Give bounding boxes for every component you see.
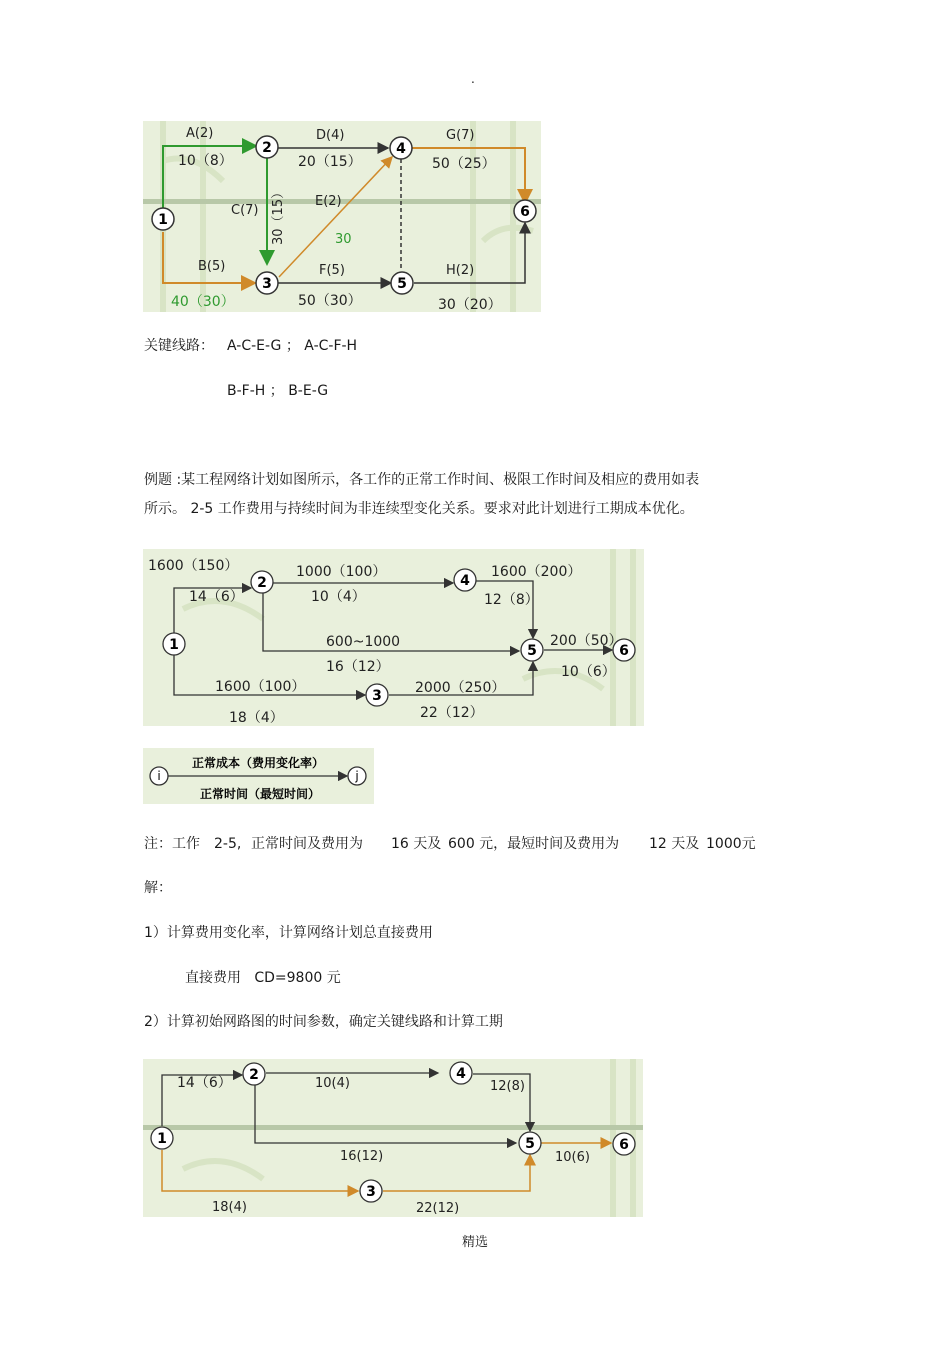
label-2-5-time: 16（12） <box>326 659 390 675</box>
svg-text:j: j <box>355 769 359 783</box>
svg-text:2: 2 <box>262 140 272 156</box>
label-G-value: 50（25） <box>432 156 496 172</box>
legend-bottom-label: 正常时间（最短时间） <box>199 787 321 801</box>
node-2 <box>256 136 278 158</box>
network-diagram-1-svg <box>143 121 541 312</box>
network-diagram-2 <box>143 549 644 726</box>
network-diagram-1 <box>143 121 541 312</box>
label-2-5: 16(12) <box>340 1149 384 1164</box>
label-1-2: 14（6） <box>177 1075 232 1091</box>
svg-text:6: 6 <box>619 1137 629 1153</box>
label-1-2-cost: 1600（150） <box>148 558 239 574</box>
label-1-3: 18(4) <box>212 1200 247 1215</box>
node-5 <box>519 1132 541 1154</box>
svg-text:3: 3 <box>262 276 272 292</box>
node-6 <box>613 1133 635 1155</box>
svg-text:4: 4 <box>456 1066 466 1082</box>
label-G-name: G(7) <box>446 128 475 143</box>
example-line1: 例题 :某工程网络计划如图所示，各工作的正常工作时间、极限工作时间及相应的费用如表 <box>144 472 700 488</box>
label-1-2-time: 14（6） <box>189 589 244 605</box>
label-5-6: 10(6) <box>555 1150 590 1165</box>
label-2-4-time: 10（4） <box>311 589 366 605</box>
note-normal: 正常时间及费用为 <box>251 836 363 852</box>
label-3-5-time: 22（12） <box>420 705 484 721</box>
critical-paths-line2: B-F-H ； B-E-G <box>227 383 329 399</box>
svg-text:6: 6 <box>619 643 629 659</box>
label-E-value: 30 <box>335 232 352 247</box>
label-2-5-cost: 600~1000 <box>326 634 401 650</box>
label-4-5-cost: 1600（200） <box>491 564 582 580</box>
node-4 <box>450 1062 472 1084</box>
node-1 <box>151 1127 173 1149</box>
label-3-5: 22(12) <box>416 1201 460 1216</box>
node-2 <box>243 1063 265 1085</box>
label-C-name: C(7) <box>231 203 259 218</box>
legend-node-j <box>348 767 366 785</box>
node-2 <box>251 571 273 593</box>
svg-text:5: 5 <box>525 1136 535 1152</box>
critical-paths-line1: A-C-E-G ； A-C-F-H <box>227 338 358 354</box>
label-A-value: 10（8） <box>178 153 233 169</box>
label-F-value: 50（30） <box>298 293 362 309</box>
node-3 <box>366 684 388 706</box>
label-4-5-time: 12（8） <box>484 592 539 608</box>
node-6 <box>514 200 536 222</box>
node-3 <box>256 272 278 294</box>
label-F-name: F(5) <box>319 263 345 278</box>
svg-text:2: 2 <box>257 575 267 591</box>
svg-text:2: 2 <box>249 1067 259 1083</box>
label-1-3-time: 18（4） <box>229 710 284 726</box>
node-3 <box>360 1180 382 1202</box>
example-line2: 所示。 2-5 工作费用与持续时间为非连续型变化关系。要求对此计划进行工期成本优化。 <box>144 501 694 517</box>
label-D-value: 20（15） <box>298 154 362 170</box>
label-B-name: B(5) <box>198 259 226 274</box>
label-3-5-cost: 2000（250） <box>415 680 506 696</box>
label-B-value: 40（30） <box>171 294 235 310</box>
svg-text:1: 1 <box>169 637 179 653</box>
node-4 <box>454 569 476 591</box>
solution-step2: 2）计算初始网路图的时间参数，确定关键线路和计算工期 <box>144 1014 503 1030</box>
legend-diagram <box>143 748 374 804</box>
page-footer: 精选 <box>461 1235 488 1250</box>
label-H-value: 30（20） <box>438 297 502 312</box>
svg-text:1: 1 <box>157 1131 167 1147</box>
svg-text:4: 4 <box>396 141 406 157</box>
label-5-6-cost: 200（50） <box>550 633 623 649</box>
critical-paths-label: 关键线路： <box>144 338 214 354</box>
solution-label: 解： <box>144 880 172 896</box>
svg-text:1: 1 <box>158 212 168 228</box>
label-2-4-cost: 1000（100） <box>296 564 387 580</box>
node-1 <box>152 208 174 230</box>
svg-text:4: 4 <box>460 573 470 589</box>
network-diagram-3 <box>143 1059 643 1217</box>
note-min-cost: 1000元 <box>706 836 756 852</box>
legend-diagram-svg <box>143 748 374 804</box>
label-H-name: H(2) <box>446 263 475 278</box>
label-D-name: D(4) <box>316 128 345 143</box>
note-normal-cost: 600 元，最短时间及费用为 <box>448 836 620 852</box>
svg-text:6: 6 <box>520 204 530 220</box>
svg-text:3: 3 <box>372 688 382 704</box>
note-normal-days: 16 天及 <box>391 836 442 852</box>
note-min-days: 12 天及 <box>649 836 700 852</box>
network-diagram-2-svg <box>143 549 644 726</box>
label-2-4: 10(4) <box>315 1076 350 1091</box>
network-diagram-3-svg <box>143 1059 643 1217</box>
legend-top-label: 正常成本（费用变化率） <box>191 756 325 770</box>
solution-direct-cost: 直接费用 CD=9800 元 <box>185 970 341 986</box>
svg-text:5: 5 <box>397 276 407 292</box>
label-A-name: A(2) <box>186 126 214 141</box>
label-4-5: 12(8) <box>490 1079 525 1094</box>
node-5 <box>521 639 543 661</box>
header-dot: . <box>471 72 475 86</box>
note-work: 2-5, <box>214 836 242 852</box>
solution-step1: 1）计算费用变化率，计算网络计划总直接费用 <box>144 925 433 941</box>
svg-text:5: 5 <box>527 643 537 659</box>
label-C-value: 30（15） <box>271 185 286 245</box>
node-5 <box>391 272 413 294</box>
legend-node-i <box>150 767 168 785</box>
label-5-6-time: 10（6） <box>561 664 616 680</box>
svg-text:3: 3 <box>366 1184 376 1200</box>
label-1-3-cost: 1600（100） <box>215 679 306 695</box>
note-prefix: 注：工作 <box>144 836 200 852</box>
svg-text:i: i <box>157 769 161 783</box>
node-4 <box>390 137 412 159</box>
node-1 <box>163 633 185 655</box>
label-E-name: E(2) <box>315 194 342 209</box>
